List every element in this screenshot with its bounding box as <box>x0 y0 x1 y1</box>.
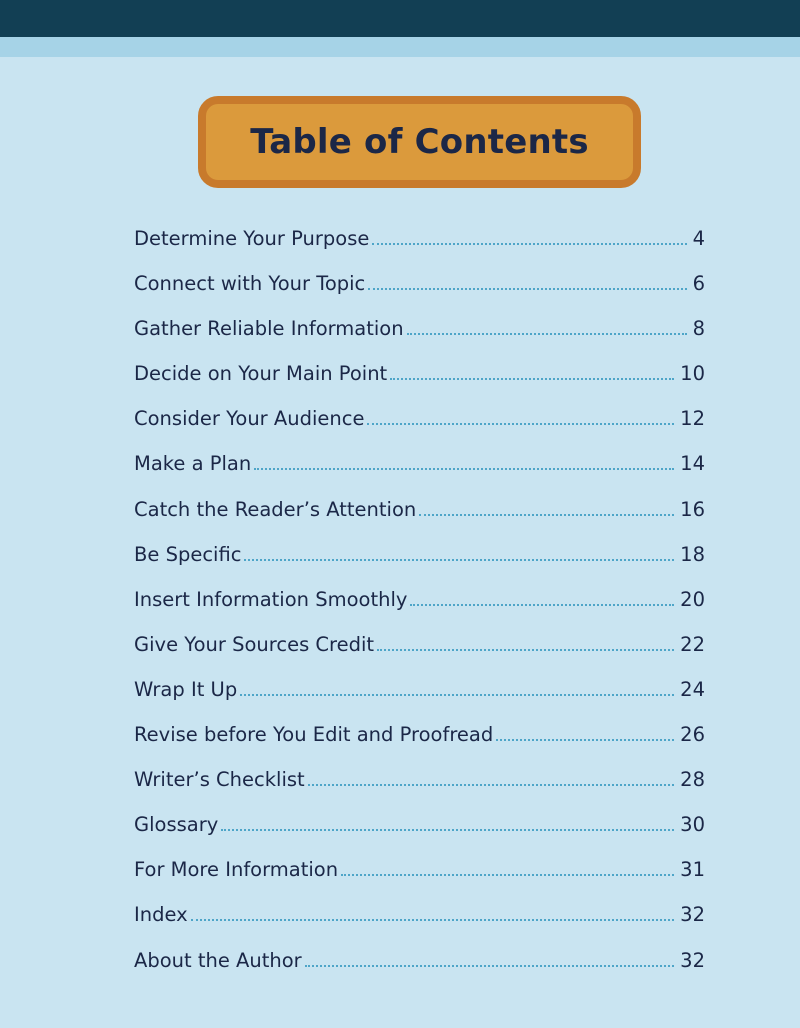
toc-entry[interactable] <box>134 588 705 633</box>
toc-entry-title: Insert Information Smoothly <box>134 587 408 611</box>
toc-entry-page-number: 28 <box>680 768 705 792</box>
toc-entry[interactable] <box>134 903 705 948</box>
toc-entry-page-number: 16 <box>680 497 705 521</box>
toc-entry[interactable] <box>134 768 705 813</box>
title-banner <box>198 96 641 188</box>
toc-entry-page-number: 31 <box>680 858 705 882</box>
toc-entry[interactable] <box>134 452 705 497</box>
dot-leader <box>372 243 686 245</box>
toc-entry-title: Determine Your Purpose <box>134 227 370 250</box>
page-title: Table of Contents <box>250 122 589 162</box>
toc-entry[interactable] <box>134 227 705 272</box>
toc-entry-title: Revise before You Edit and Proofread <box>134 723 494 747</box>
toc-entry-title: Consider Your Audience <box>134 407 365 431</box>
toc-entry[interactable] <box>134 362 705 407</box>
dot-leader <box>308 784 674 786</box>
table-of-contents <box>134 227 705 994</box>
toc-entry[interactable] <box>134 678 705 723</box>
dot-leader <box>407 333 687 335</box>
toc-entry-title: Give Your Sources Credit <box>134 632 375 656</box>
toc-entry-title: Decide on Your Main Point <box>134 362 388 386</box>
toc-entry-title: Connect with Your Topic <box>134 272 366 296</box>
toc-entry-page-number: 18 <box>680 542 705 566</box>
toc-entry-page-number: 8 <box>692 317 705 341</box>
toc-entry-title: Glossary <box>134 813 219 837</box>
toc-entry[interactable] <box>134 543 705 588</box>
dot-leader <box>305 965 674 967</box>
toc-entry-title: Wrap It Up <box>134 677 238 701</box>
dot-leader <box>410 604 674 606</box>
toc-entry[interactable] <box>134 317 705 362</box>
toc-entry-page-number: 32 <box>680 903 705 927</box>
toc-entry-page-number: 32 <box>680 948 705 972</box>
toc-entry-page-number: 10 <box>680 362 705 386</box>
toc-entry[interactable] <box>134 723 705 768</box>
toc-entry-page-number: 24 <box>680 677 705 701</box>
toc-entry-page-number: 22 <box>680 632 705 656</box>
toc-entry-page-number: 20 <box>680 587 705 611</box>
dot-leader <box>367 423 674 425</box>
sub-band <box>0 37 800 57</box>
dot-leader <box>254 468 674 470</box>
toc-entry-page-number: 12 <box>680 407 705 431</box>
toc-entry-page-number: 26 <box>680 723 705 747</box>
toc-entry[interactable] <box>134 633 705 678</box>
top-band <box>0 0 800 37</box>
toc-entry-title: For More Information <box>134 858 339 882</box>
toc-entry-title: Be Specific <box>134 542 242 566</box>
dot-leader <box>419 514 674 516</box>
toc-entry[interactable] <box>134 498 705 543</box>
toc-entry-page-number: 14 <box>680 452 705 476</box>
toc-entry-page-number: 30 <box>680 813 705 837</box>
toc-entry-title: About the Author <box>134 948 302 972</box>
toc-entry[interactable] <box>134 949 705 994</box>
dot-leader <box>244 559 674 561</box>
toc-entry-page-number: 4 <box>692 227 705 250</box>
toc-entry[interactable] <box>134 407 705 452</box>
toc-entry-title: Gather Reliable Information <box>134 317 404 341</box>
toc-entry-page-number: 6 <box>692 272 705 296</box>
dot-leader <box>368 288 686 290</box>
toc-entry[interactable] <box>134 272 705 317</box>
dot-leader <box>221 829 674 831</box>
dot-leader <box>341 874 674 876</box>
dot-leader <box>377 649 674 651</box>
dot-leader <box>191 919 674 921</box>
toc-entry[interactable] <box>134 858 705 903</box>
toc-entry-title: Make a Plan <box>134 452 252 476</box>
toc-entry-title: Index <box>134 903 188 927</box>
dot-leader <box>390 378 674 380</box>
toc-entry-title: Catch the Reader’s Attention <box>134 497 417 521</box>
dot-leader <box>496 739 674 741</box>
toc-entry[interactable] <box>134 813 705 858</box>
toc-entry-title: Writer’s Checklist <box>134 768 305 792</box>
dot-leader <box>240 694 674 696</box>
